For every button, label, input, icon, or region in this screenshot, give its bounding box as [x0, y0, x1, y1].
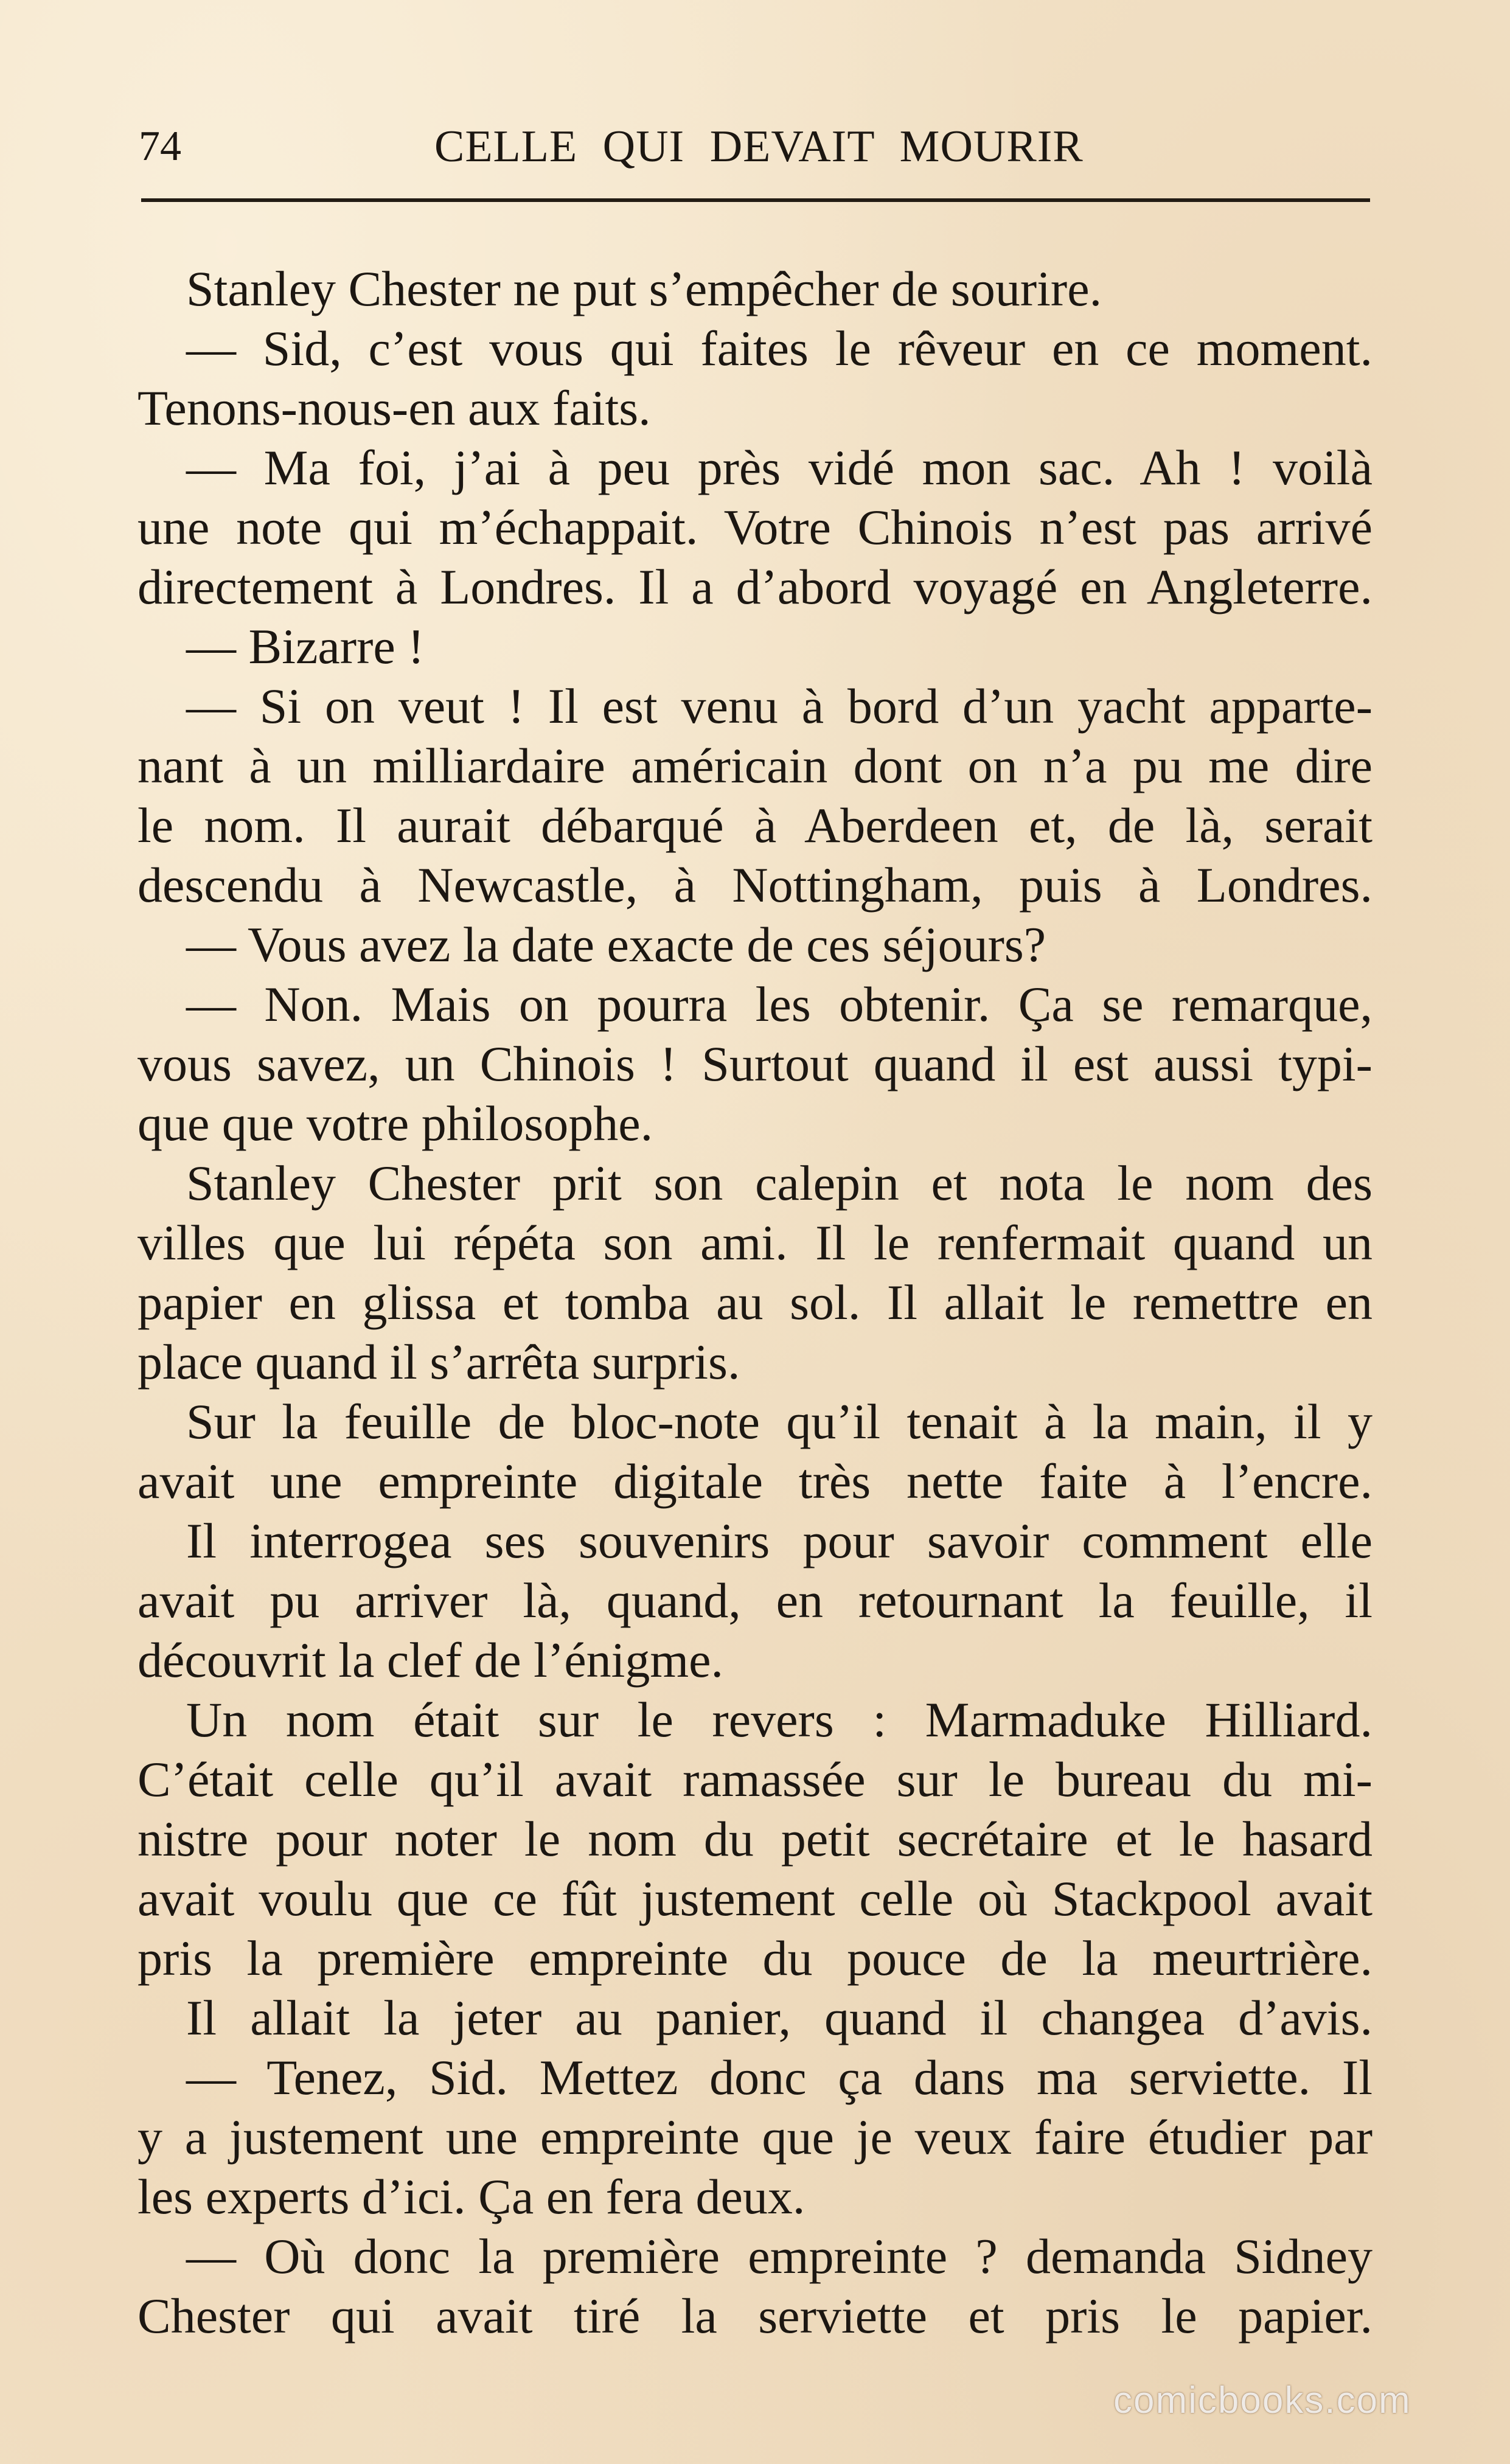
book-title: CELLE QUI DEVAIT MOURIR	[434, 122, 1084, 172]
text-line: Tenons-nous-en aux faits.	[137, 380, 651, 436]
text-line: C’était celle qu’il avait ramassée sur le bureau du mi-	[137, 1752, 1373, 1807]
text-line: une note qui m’échappait. Votre Chinois n’est pas arrivé	[137, 499, 1373, 555]
running-head	[139, 119, 1374, 174]
text-line: Un nom était sur le revers : Marmaduke Hilliard.	[186, 1692, 1373, 1747]
text-line: Chester qui avait tiré la serviette et pris le papier.	[137, 2288, 1373, 2344]
header-rule	[141, 198, 1370, 202]
text-line: avait voulu que ce fût justement celle où Stackpool avait	[137, 1871, 1373, 1926]
text-line: — Où donc la première empreinte ? demanda Sidney	[186, 2229, 1373, 2284]
text-line: le nom. Il aurait débarqué à Aberdeen et, de là, serait	[137, 798, 1373, 853]
text-line: descendu à Newcastle, à Nottingham, puis à Londres.	[137, 857, 1373, 913]
body-text	[137, 259, 1373, 2346]
watermark: comicbooks.com	[1113, 2379, 1411, 2421]
text-line: découvrit la clef de l’énigme.	[137, 1632, 724, 1688]
text-line: y a justement une empreinte que je veux faire étudier par	[137, 2109, 1373, 2165]
text-line: pris la première empreinte du pouce de la meurtrière.	[137, 1930, 1373, 1986]
text-line: nistre pour noter le nom du petit secrétaire et le hasard	[137, 1811, 1373, 1867]
text-line: — Tenez, Sid. Mettez donc ça dans ma serviette. Il	[186, 2050, 1373, 2105]
text-line: avait une empreinte digitale très nette faite à l’encre.	[137, 1453, 1373, 1509]
text-line: villes que lui répéta son ami. Il le renfermait quand un	[137, 1215, 1373, 1270]
text-line: — Sid, c’est vous qui faites le rêveur en ce moment.	[186, 321, 1373, 376]
text-line: — Ma foi, j’ai à peu près vidé mon sac. Ah ! voilà	[186, 440, 1373, 495]
text-line: Il allait la jeter au panier, quand il changea d’avis.	[186, 1990, 1373, 2045]
text-line: Stanley Chester ne put s’empêcher de sourire.	[186, 261, 1102, 316]
text-line: Il interrogea ses souvenirs pour savoir comment elle	[186, 1513, 1373, 1568]
text-line: Sur la feuille de bloc-note qu’il tenait à la main, il y	[186, 1394, 1373, 1449]
text-line: nant à un milliardaire américain dont on n’a pu me dire	[137, 738, 1373, 793]
text-line: — Si on veut ! Il est venu à bord d’un yacht apparte-	[186, 678, 1373, 734]
text-line: place quand il s’arrêta surpris.	[137, 1334, 740, 1390]
text-line: vous savez, un Chinois ! Surtout quand il est aussi typi-	[137, 1036, 1373, 1091]
page-number: 74	[139, 123, 181, 170]
text-line: que que votre philosophe.	[137, 1096, 653, 1151]
text-line: papier en glissa et tomba au sol. Il allait le remettre en	[137, 1275, 1373, 1330]
text-line: — Vous avez la date exacte de ces séjours?	[186, 917, 1046, 972]
text-line: — Bizarre !	[186, 619, 425, 674]
text-line: Stanley Chester prit son calepin et nota le nom des	[186, 1155, 1373, 1211]
text-line: — Non. Mais on pourra les obtenir. Ça se remarque,	[186, 976, 1373, 1032]
text-line: les experts d’ici. Ça en fera deux.	[137, 2169, 805, 2224]
text-line: avait pu arriver là, quand, en retournant la feuille, il	[137, 1573, 1373, 1628]
text-line: directement à Londres. Il a d’abord voyagé en Angleterre.	[137, 559, 1373, 614]
